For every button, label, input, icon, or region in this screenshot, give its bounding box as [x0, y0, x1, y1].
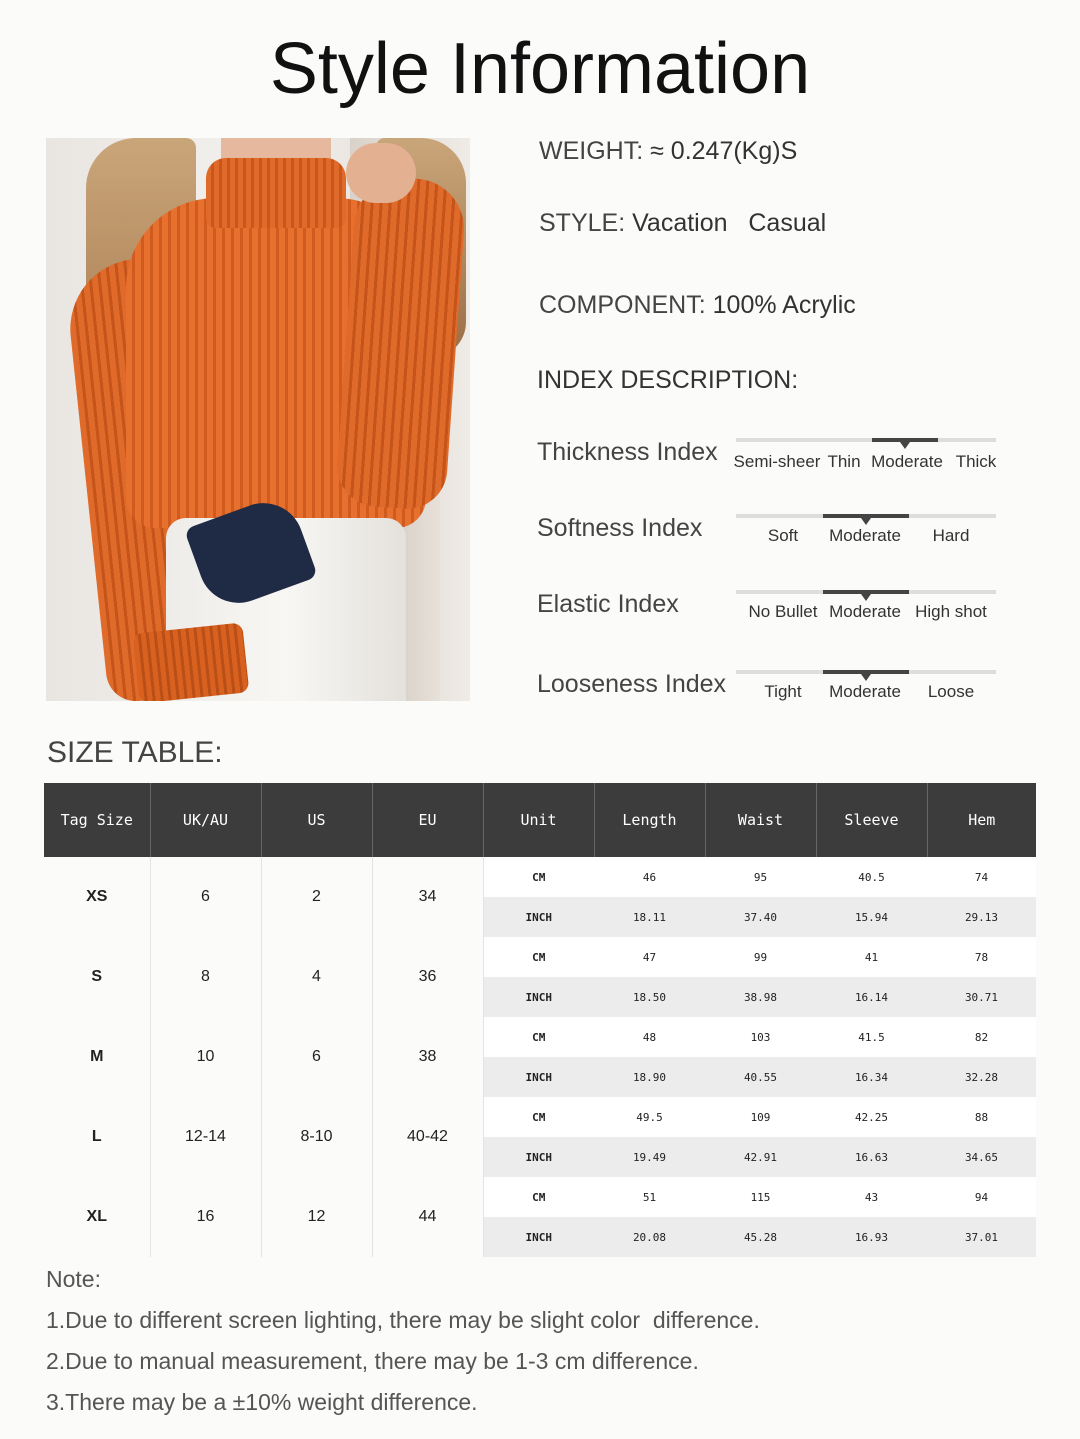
note-item-2: 2.Due to manual measurement, there may be 1-3 cm difference. — [46, 1348, 699, 1374]
measure-cell: 78 — [927, 937, 1036, 977]
weight-label: WEIGHT: — [539, 137, 644, 165]
index-option: Thin — [827, 452, 861, 471]
measure-cell: 48 — [594, 1017, 705, 1057]
index-option: Thick — [955, 452, 997, 471]
tag-size-cell: S — [44, 937, 150, 1017]
table-row — [44, 1017, 1036, 1057]
style-line — [539, 209, 826, 238]
uk-size-cell: 10 — [150, 1017, 261, 1097]
index-name: Thickness Index — [537, 438, 718, 466]
measure-cell: 51 — [594, 1177, 705, 1217]
index-name: Elastic Index — [537, 590, 679, 618]
unit-cell: CM — [483, 937, 594, 977]
index-pointer-icon — [861, 594, 871, 601]
unit-cell: CM — [483, 857, 594, 897]
table-header-row — [44, 783, 1036, 857]
us-size-cell: 12 — [261, 1177, 372, 1257]
column-header: US — [261, 783, 372, 857]
column-header: EU — [372, 783, 483, 857]
measure-cell: 15.94 — [816, 897, 927, 937]
page-title: Style Information — [269, 29, 811, 109]
tag-size-cell: M — [44, 1017, 150, 1097]
index-option: Semi-sheer — [733, 452, 821, 471]
table-row — [44, 1097, 1036, 1137]
uk-size-cell: 12-14 — [150, 1097, 261, 1177]
index-row — [537, 590, 1007, 640]
index-option: Tight — [764, 682, 802, 701]
unit-cell: INCH — [483, 1057, 594, 1097]
index-row — [537, 514, 1007, 564]
index-option: Moderate — [871, 452, 943, 471]
measure-cell: 94 — [927, 1177, 1036, 1217]
measure-cell: 40.55 — [705, 1057, 816, 1097]
column-header: Hem — [927, 783, 1036, 857]
tag-size-cell: XS — [44, 857, 150, 937]
index-option: Loose — [927, 682, 975, 701]
column-header: Waist — [705, 783, 816, 857]
column-header: Length — [594, 783, 705, 857]
index-name: Softness Index — [537, 514, 703, 542]
measure-cell: 37.01 — [927, 1217, 1036, 1257]
eu-size-cell: 44 — [372, 1177, 483, 1257]
measure-cell: 41.5 — [816, 1017, 927, 1057]
index-row — [537, 670, 1007, 720]
eu-size-cell: 40-42 — [372, 1097, 483, 1177]
measure-cell: 16.93 — [816, 1217, 927, 1257]
size-table — [44, 783, 1036, 1257]
index-option: High shot — [915, 602, 987, 621]
style-value: Vacation Casual — [632, 209, 827, 237]
measure-cell: 16.14 — [816, 977, 927, 1017]
measure-cell: 40.5 — [816, 857, 927, 897]
measure-cell: 115 — [705, 1177, 816, 1217]
index-option: Hard — [932, 526, 970, 545]
index-option: No Bullet — [748, 602, 818, 621]
us-size-cell: 4 — [261, 937, 372, 1017]
tag-size-cell: L — [44, 1097, 150, 1177]
column-header: Unit — [483, 783, 594, 857]
index-name: Looseness Index — [537, 670, 727, 698]
index-pointer-icon — [861, 518, 871, 525]
component-line — [539, 291, 856, 320]
size-table-heading: SIZE TABLE: — [47, 736, 223, 769]
note-heading: Note: — [46, 1266, 101, 1292]
index-pointer-icon — [900, 442, 910, 449]
measure-cell: 47 — [594, 937, 705, 977]
measure-cell: 88 — [927, 1097, 1036, 1137]
index-option: Moderate — [829, 602, 901, 621]
eu-size-cell: 38 — [372, 1017, 483, 1097]
note-item-1: 1.Due to different screen lighting, there may be slight color difference. — [46, 1307, 760, 1333]
measure-cell: 109 — [705, 1097, 816, 1137]
unit-cell: INCH — [483, 897, 594, 937]
uk-size-cell: 8 — [150, 937, 261, 1017]
eu-size-cell: 34 — [372, 857, 483, 937]
product-photo — [46, 138, 470, 701]
column-header: Tag Size — [44, 783, 150, 857]
measure-cell: 42.25 — [816, 1097, 927, 1137]
measure-cell: 49.5 — [594, 1097, 705, 1137]
component-value: 100% Acrylic — [712, 291, 856, 319]
index-heading: INDEX DESCRIPTION: — [537, 366, 799, 394]
measure-cell: 19.49 — [594, 1137, 705, 1177]
measure-cell: 45.28 — [705, 1217, 816, 1257]
us-size-cell: 6 — [261, 1017, 372, 1097]
measure-cell: 99 — [705, 937, 816, 977]
uk-size-cell: 6 — [150, 857, 261, 937]
weight-line — [539, 137, 797, 166]
us-size-cell: 8-10 — [261, 1097, 372, 1177]
index-track — [736, 438, 996, 442]
measure-cell: 34.65 — [927, 1137, 1036, 1177]
measure-cell: 37.40 — [705, 897, 816, 937]
index-option: Moderate — [829, 682, 901, 701]
component-label: COMPONENT: — [539, 291, 706, 319]
table-row — [44, 1177, 1036, 1217]
measure-cell: 38.98 — [705, 977, 816, 1017]
tag-size-cell: XL — [44, 1177, 150, 1257]
measure-cell: 18.11 — [594, 897, 705, 937]
table-row — [44, 937, 1036, 977]
index-option: Soft — [767, 526, 799, 545]
measure-cell: 18.50 — [594, 977, 705, 1017]
measure-cell: 30.71 — [927, 977, 1036, 1017]
unit-cell: INCH — [483, 1217, 594, 1257]
measure-cell: 29.13 — [927, 897, 1036, 937]
eu-size-cell: 36 — [372, 937, 483, 1017]
index-pointer-icon — [861, 674, 871, 681]
table-row — [44, 857, 1036, 897]
measure-cell: 95 — [705, 857, 816, 897]
unit-cell: INCH — [483, 1137, 594, 1177]
unit-cell: CM — [483, 1017, 594, 1057]
measure-cell: 41 — [816, 937, 927, 977]
column-header: UK/AU — [150, 783, 261, 857]
unit-cell: CM — [483, 1097, 594, 1137]
measure-cell: 103 — [705, 1017, 816, 1057]
us-size-cell: 2 — [261, 857, 372, 937]
weight-value: ≈ 0.247(Kg)S — [650, 137, 798, 165]
measure-cell: 16.63 — [816, 1137, 927, 1177]
measure-cell: 18.90 — [594, 1057, 705, 1097]
measure-cell: 46 — [594, 857, 705, 897]
unit-cell: CM — [483, 1177, 594, 1217]
measure-cell: 43 — [816, 1177, 927, 1217]
column-header: Sleeve — [816, 783, 927, 857]
uk-size-cell: 16 — [150, 1177, 261, 1257]
unit-cell: INCH — [483, 977, 594, 1017]
measure-cell: 82 — [927, 1017, 1036, 1057]
index-row — [537, 438, 1007, 488]
style-label: STYLE: — [539, 209, 626, 237]
measure-cell: 32.28 — [927, 1057, 1036, 1097]
measure-cell: 16.34 — [816, 1057, 927, 1097]
index-option: Moderate — [829, 526, 901, 545]
note-item-3: 3.There may be a ±10% weight difference. — [46, 1389, 478, 1415]
measure-cell: 20.08 — [594, 1217, 705, 1257]
measure-cell: 42.91 — [705, 1137, 816, 1177]
measure-cell: 74 — [927, 857, 1036, 897]
